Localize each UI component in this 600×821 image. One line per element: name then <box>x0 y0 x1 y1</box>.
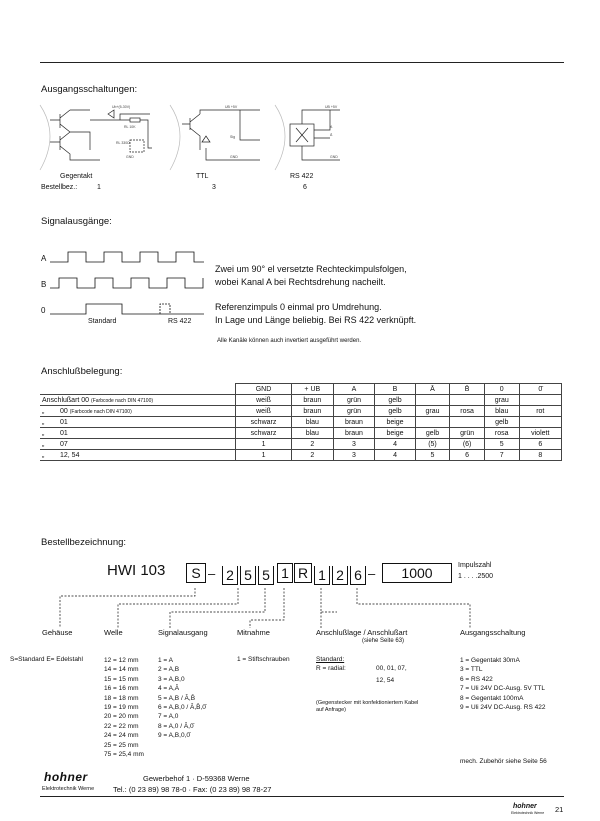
table-cell: 2 <box>291 439 333 450</box>
row-label: Anschlußart 00 <box>42 396 90 404</box>
signal-desc-line4: In Lage und Länge beliebig. Bei RS 422 verknüpft. <box>215 315 417 325</box>
connection-note: (Gegenstecker mit konfektioniertem Kabel auf Anfrage) <box>316 700 419 713</box>
list-item: 75 = 25,4 mm <box>104 751 144 759</box>
shaft-options <box>104 656 144 759</box>
list-item: 7 = A,0 <box>158 713 179 721</box>
order-num-3: 3 <box>212 184 216 191</box>
circuit-label-rs422: RS 422 <box>290 173 314 180</box>
table-cell: 8 <box>519 450 561 461</box>
top-rule <box>40 62 564 63</box>
table-cell: 7 <box>484 450 519 461</box>
table-cell: 4 <box>375 439 415 450</box>
list-item: 8 = A,0 / Ā,0̄ <box>158 722 194 730</box>
ditto-mark: „ <box>40 439 58 450</box>
signal-label-b: B <box>41 280 47 289</box>
accessory-note: mech. Zubehör siehe Seite 56 <box>460 758 547 765</box>
table-header: B̄ <box>450 384 485 395</box>
table-cell: 1 <box>236 439 292 450</box>
ditto-mark: „ <box>40 450 58 461</box>
table-cell: gelb <box>415 428 450 439</box>
list-item: 2 = A,B <box>158 666 180 674</box>
table-row <box>40 406 562 417</box>
list-item: 19 = 19 mm <box>104 704 139 712</box>
list-item: 12 = 12 mm <box>104 657 139 664</box>
col-title-housing: Gehäuse <box>42 628 73 637</box>
col-subtitle-connection: (siehe Seite 63) <box>362 638 405 644</box>
table-header: + UB <box>291 384 333 395</box>
svg-text:A: A <box>330 125 333 129</box>
table-cell: 2 <box>291 450 333 461</box>
signal-rs422-label: RS 422 <box>168 318 192 325</box>
table-cell: 1 <box>236 450 292 461</box>
svg-text:RL 10K: RL 10K <box>124 125 136 129</box>
table-cell: braun <box>333 417 375 428</box>
table-cell: rosa <box>450 406 485 417</box>
signal-waveforms <box>48 248 208 320</box>
housing-options: S=Standard E= Edelstahl <box>10 656 83 663</box>
list-item: 3 = TTL <box>460 666 483 674</box>
table-row <box>40 428 562 439</box>
signal-note: Alle Kanäle können auch invertiert ausgeführt werden. <box>217 338 362 344</box>
model-code: HWI 103 <box>107 562 166 579</box>
list-item: 14 = 14 mm <box>104 666 139 674</box>
table-cell: braun <box>291 406 333 417</box>
pulses-range: 1 . . . .2500 <box>458 573 494 580</box>
table-header: Ā <box>415 384 450 395</box>
table-cell: beige <box>375 417 415 428</box>
table-cell: schwarz <box>236 417 292 428</box>
table-cell: grün <box>450 428 485 439</box>
col-title-signal: Signalausgang <box>158 628 208 637</box>
small-brand-logo: hohner <box>513 803 537 810</box>
table-cell: weiß <box>236 406 292 417</box>
section-outputs-title: Ausgangsschaltungen: <box>41 84 138 95</box>
page-number: 21 <box>555 805 564 814</box>
table-cell <box>415 395 450 406</box>
connection-radial: R = radial: <box>316 665 346 672</box>
row-label: 12, 54 <box>58 450 236 461</box>
order-num-6: 6 <box>303 184 307 191</box>
table-cell: 4 <box>375 450 415 461</box>
table-cell <box>450 395 485 406</box>
table-cell: braun <box>333 428 375 439</box>
table-cell: schwarz <box>236 428 292 439</box>
table-cell: grün <box>333 406 375 417</box>
table-cell: 6 <box>450 450 485 461</box>
code-box-housing: S <box>186 563 206 583</box>
pulses-label: Impulszahl <box>458 562 492 569</box>
col-title-circuit: Ausgangsschaltung <box>460 628 526 637</box>
signal-label-a: A <box>41 254 47 263</box>
svg-text:Ā: Ā <box>330 133 333 137</box>
table-cell: 5 <box>484 439 519 450</box>
row-note: (Farbcode nach DIN 47100) <box>69 408 132 415</box>
list-item: 15 = 15 mm <box>104 675 139 683</box>
code-dash: – <box>208 566 216 581</box>
list-item: 1 = Gegentakt 30mA <box>460 657 520 664</box>
table-cell: 6 <box>519 439 561 450</box>
list-item: 3 = A,B,0 <box>158 675 185 683</box>
order-num-1: 1 <box>97 184 101 191</box>
driver-options: 1 = Stiftschrauben <box>237 656 290 663</box>
row-label: 01 <box>58 428 236 439</box>
list-item: 20 = 20 mm <box>104 713 139 721</box>
order-code-leader-lines <box>0 584 600 632</box>
table-header-row <box>40 384 562 395</box>
list-item: 16 = 16 mm <box>104 685 139 693</box>
table-cell <box>519 395 561 406</box>
footer-address: Gewerbehof 1 · D-59368 Werne <box>143 774 250 783</box>
col-title-connection: Anschlußlage / Anschlußart <box>316 628 408 637</box>
table-cell: gelb <box>375 395 415 406</box>
list-item: 7 = Uli 24V DC-Ausg. 5V TTL <box>460 685 545 693</box>
table-cell: weiß <box>236 395 292 406</box>
table-cell: blau <box>291 417 333 428</box>
connection-table <box>40 383 562 461</box>
order-num-label: Bestellbez.: <box>41 184 78 191</box>
signal-desc-line2: wobei Kanal A bei Rechtsdrehung nacheilt. <box>215 277 386 287</box>
circuit-label-gegentakt: Gegentakt <box>60 173 93 180</box>
table-header: B <box>375 384 415 395</box>
table-cell: gelb <box>484 417 519 428</box>
svg-text:GND: GND <box>126 155 134 159</box>
list-item: 4 = A,Ā <box>158 685 180 693</box>
table-cell: grün <box>333 395 375 406</box>
connection-codes-1: 00, 01, 07, <box>376 665 407 672</box>
list-item: 1 = A <box>158 657 173 664</box>
list-item: 9 = A,B,0,0̄ <box>158 732 190 740</box>
table-cell: beige <box>375 428 415 439</box>
svg-text:RL 330Ω: RL 330Ω <box>116 141 130 145</box>
table-cell: rot <box>519 406 561 417</box>
output-circuit-diagrams <box>30 100 360 175</box>
code-box-connection-2: 2 <box>332 566 348 585</box>
signal-options <box>158 656 206 741</box>
circuit-label-ttl: TTL <box>196 173 209 180</box>
circuit-options <box>460 656 545 712</box>
table-cell <box>519 417 561 428</box>
section-signals-title: Signalausgänge: <box>41 216 112 227</box>
code-box-circuit: 6 <box>350 566 366 585</box>
table-cell: violett <box>519 428 561 439</box>
row-label: 07 <box>58 439 236 450</box>
svg-text:Sig: Sig <box>230 135 236 139</box>
table-row <box>40 450 562 461</box>
col-title-shaft: Welle <box>104 628 123 637</box>
table-header: A <box>333 384 375 395</box>
table-row <box>40 417 562 428</box>
code-box-connection-1: 1 <box>314 566 330 585</box>
list-item: 6 = RS 422 <box>460 675 493 683</box>
col-title-driver: Mitnahme <box>237 628 270 637</box>
list-item: 18 = 18 mm <box>104 694 139 702</box>
table-cell: (6) <box>450 439 485 450</box>
svg-text:GND: GND <box>230 155 238 159</box>
list-item: 5 = A,B / Ā,B̄ <box>158 694 196 702</box>
code-dash: – <box>368 566 376 581</box>
table-cell <box>450 417 485 428</box>
list-item: 9 = Uli 24V DC-Ausg. RS 422 <box>460 704 546 712</box>
table-cell: grau <box>415 406 450 417</box>
row-label: 00 <box>60 407 68 415</box>
brand-logo: hohner <box>44 770 88 784</box>
row-note: (Farbcode nach DIN 47100) <box>91 397 154 404</box>
table-cell: blau <box>291 428 333 439</box>
signal-label-0: 0 <box>41 306 46 315</box>
table-header: GND <box>236 384 292 395</box>
code-box-pulses: 1000 <box>382 563 452 583</box>
table-cell: gelb <box>375 406 415 417</box>
connection-codes-2: 12, 54 <box>376 677 395 684</box>
ditto-mark: „ <box>40 428 58 439</box>
table-cell: rosa <box>484 428 519 439</box>
code-box-signal: 5 <box>258 566 274 585</box>
table-cell <box>415 417 450 428</box>
brand-subtitle: Elektrotechnik Werne <box>42 786 95 792</box>
list-item: 22 = 22 mm <box>104 722 139 730</box>
signal-desc-line1: Zwei um 90° el versetzte Rechteckimpulsfolgen, <box>215 264 407 274</box>
table-cell: blau <box>484 406 519 417</box>
code-box-orientation: R <box>294 563 312 583</box>
list-item: 25 = 25 mm <box>104 741 139 749</box>
table-cell: (5) <box>415 439 450 450</box>
connection-standard: Standard: <box>316 656 345 663</box>
table-cell: grau <box>484 395 519 406</box>
table-cell: 3 <box>333 439 375 450</box>
svg-text:UB +5V: UB +5V <box>325 105 338 109</box>
code-box-shaft-2: 5 <box>240 566 256 585</box>
section-connection-title: Anschlußbelegung: <box>41 366 123 377</box>
list-item: 8 = Gegentakt 100mA <box>460 694 524 702</box>
ditto-mark: „ <box>40 417 58 428</box>
table-row <box>40 395 562 406</box>
ditto-mark: „ <box>40 406 58 417</box>
section-order-title: Bestellbezeichnung: <box>41 537 127 548</box>
signal-standard-label: Standard <box>88 318 117 325</box>
svg-text:GND: GND <box>330 155 338 159</box>
small-brand-subtitle: Elektrotechnik Werne <box>511 811 545 815</box>
code-box-shaft-1: 2 <box>222 566 238 585</box>
table-cell: braun <box>291 395 333 406</box>
footer-phone: Tel.: (0 23 89) 98 78-0 · Fax: (0 23 89) 98 78-27 <box>113 785 272 794</box>
signal-desc-line3: Referenzimpuls 0 einmal pro Umdrehung. <box>215 302 382 312</box>
table-row <box>40 439 562 450</box>
svg-text:Ub+(5-30V): Ub+(5-30V) <box>112 105 131 109</box>
footer-rule <box>40 796 564 797</box>
list-item: 6 = A,B,0 / Ā,B̄,0̄ <box>158 704 206 712</box>
table-header: 0̄ <box>519 384 561 395</box>
table-cell: 3 <box>333 450 375 461</box>
svg-text:UB +5V: UB +5V <box>225 105 238 109</box>
row-label: 01 <box>58 417 236 428</box>
table-cell: 5 <box>415 450 450 461</box>
table-header: 0 <box>484 384 519 395</box>
list-item: 24 = 24 mm <box>104 732 139 740</box>
code-box-driver: 1 <box>277 563 293 583</box>
